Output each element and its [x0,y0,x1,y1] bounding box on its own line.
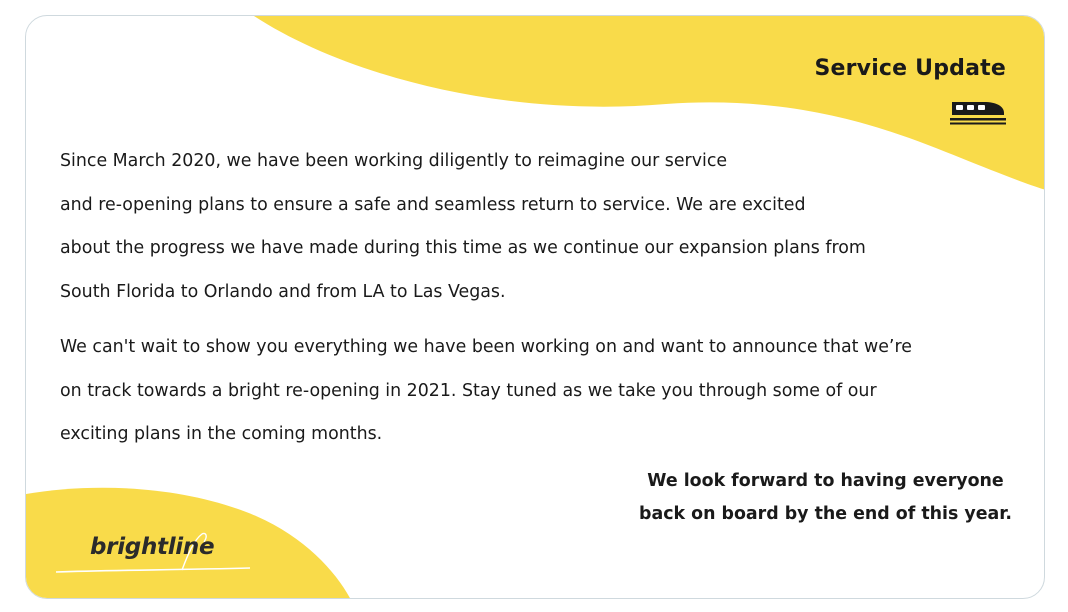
page-title: Service Update [814,56,1006,81]
text-line: about the progress we have made during this time as we continue our expansion plans from [60,238,866,258]
announcement-body [60,140,1035,469]
text-line: exciting plans in the coming months. [60,424,383,444]
text-line: South Florida to Orlando and from LA to Las Vegas. [60,281,506,302]
service-update-card [25,15,1045,599]
brightline-logo [54,524,254,584]
text-line: and re-opening plans to ensure a safe and seamless return to service. We are excited [60,194,806,215]
paragraph-1 [60,140,1035,314]
closing-statement [639,465,1012,531]
closing-line: back on board by the end of this year. [639,504,1012,524]
text-line: We can't wait to show you everything we have been working on and want to announce that we’re [60,337,912,357]
closing-line: We look forward to having everyone [647,471,1004,491]
train-icon [946,98,1008,126]
logo-wordmark: brightline [90,534,215,560]
paragraph-2 [60,326,1035,457]
text-line: Since March 2020, we have been working diligently to reimagine our service [60,151,728,171]
text-line: on track towards a bright re-opening in 2021. Stay tuned as we take you through some of our [60,380,877,401]
